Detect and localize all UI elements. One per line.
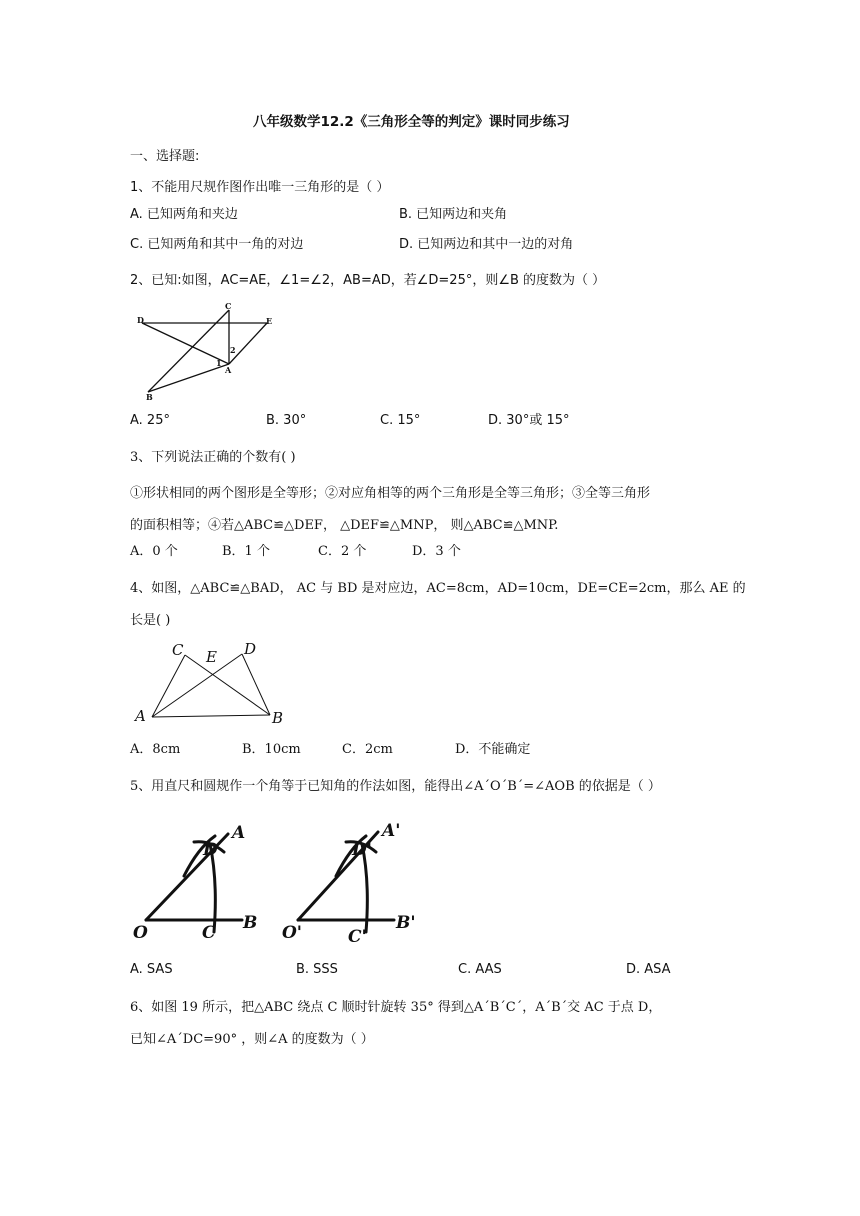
q2-label-d: D xyxy=(137,315,144,325)
q3-stem: 3、下列说法正确的个数有( ) xyxy=(130,450,296,465)
q5-fig1-label-b: B xyxy=(243,913,258,933)
q5-fig2-label-d: D' xyxy=(352,840,372,860)
q2-label-e: E xyxy=(266,316,273,326)
q2-label-a: A xyxy=(225,365,232,375)
q3-option-a: A．0 个 xyxy=(130,544,178,559)
q4-line1: 4、如图，△ABC≌△BAD， AC 与 BD 是对应边，AC=8cm，AD=10cm，DE=CE=2cm，那么 AE 的 xyxy=(130,581,746,596)
q2-line-bc xyxy=(148,310,229,392)
q3-line1: ①形状相同的两个图形是全等形；②对应角相等的两个三角形是全等三角形；③全等三角形 xyxy=(130,486,651,501)
q5-option-b: B. SSS xyxy=(296,962,338,977)
q5-fig1-label-a: A xyxy=(232,823,246,843)
q4-label-d: D xyxy=(244,640,257,658)
q4-label-b: B xyxy=(272,709,284,727)
q4-label-c: C xyxy=(172,641,184,659)
q4-figure xyxy=(132,638,292,728)
q5-figure-2 xyxy=(280,812,420,947)
q4-line-bd xyxy=(242,654,270,715)
q4-label-e: E xyxy=(206,648,217,666)
q2-line-ab xyxy=(148,364,229,392)
q3-line2: 的面积相等；④若△ABC≌△DEF， △DEF≌△MNP， 则△ABC≌△MNP. xyxy=(130,518,559,533)
q4-option-b: B．10cm xyxy=(242,742,301,757)
q2-option-c: C. 15° xyxy=(380,413,421,428)
section-heading: 一、选择题: xyxy=(130,149,200,164)
q4-option-c: C．2cm xyxy=(342,742,393,757)
q5-fig1-label-d: D xyxy=(203,840,218,860)
q3-option-b: B．1 个 xyxy=(222,544,270,559)
q2-label-2: 2 xyxy=(230,345,236,355)
q1-stem: 1、不能用尺规作图作出唯一三角形的是（ ） xyxy=(130,180,390,195)
q2-option-d: D. 30°或 15° xyxy=(488,413,570,428)
q5-figure-1 xyxy=(130,812,265,942)
q4-option-d: D．不能确定 xyxy=(455,742,531,757)
q5-option-c: C. AAS xyxy=(458,962,502,977)
q5-fig2-label-b: B' xyxy=(396,913,416,933)
q4-line-ac xyxy=(152,655,185,717)
q2-label-c: C xyxy=(225,301,232,311)
q1-option-d: D. 已知两边和其中一边的对角 xyxy=(399,237,574,252)
q3-option-c: C．2 个 xyxy=(318,544,367,559)
q5-fig1-label-c: C xyxy=(202,923,216,943)
q2-option-b: B. 30° xyxy=(266,413,307,428)
q1-option-b: B. 已知两边和夹角 xyxy=(399,207,508,222)
q1-option-a: A. 已知两角和夹边 xyxy=(130,207,238,222)
q2-label-b: B xyxy=(146,392,153,402)
q5-stem: 5、用直尺和圆规作一个角等于已知角的作法如图，能得出∠A´O´B´=∠AOB 的依据是（ ） xyxy=(130,779,661,794)
q2-line-ae xyxy=(229,323,267,364)
q5-fig2-label-o: O' xyxy=(282,923,303,943)
q6-line1: 6、如图 19 所示，把△ABC 绕点 C 顺时针旋转 35° 得到△A´B´C´，A´B´交 AC 于点 D， xyxy=(130,1000,662,1015)
q3-option-d: D．3 个 xyxy=(412,544,461,559)
q6-line2: 已知∠A´DC=90° ，则∠A 的度数为（ ） xyxy=(130,1032,374,1047)
q4-line2: 长是( ) xyxy=(130,613,171,628)
q5-fig2-label-a: A' xyxy=(382,821,401,841)
q2-label-1: 1 xyxy=(216,358,222,368)
q4-line-ab xyxy=(152,715,270,717)
q4-option-a: A．8cm xyxy=(130,742,181,757)
page-title: 八年级数学12.2《三角形全等的判定》课时同步练习 xyxy=(253,114,570,130)
q2-figure xyxy=(136,300,276,405)
q5-fig2-label-c: C' xyxy=(348,927,367,947)
q5-option-a: A. SAS xyxy=(130,962,173,977)
q2-option-a: A. 25° xyxy=(130,413,170,428)
q2-stem: 2、已知:如图，AC=AE，∠1=∠2，AB=AD，若∠D=25°，则∠B 的度数为（ ） xyxy=(130,273,606,288)
q5-option-d: D. ASA xyxy=(626,962,671,977)
q1-option-c: C. 已知两角和其中一角的对边 xyxy=(130,237,304,252)
q5-fig1-label-o: O xyxy=(133,923,148,943)
q4-label-a: A xyxy=(135,707,146,725)
